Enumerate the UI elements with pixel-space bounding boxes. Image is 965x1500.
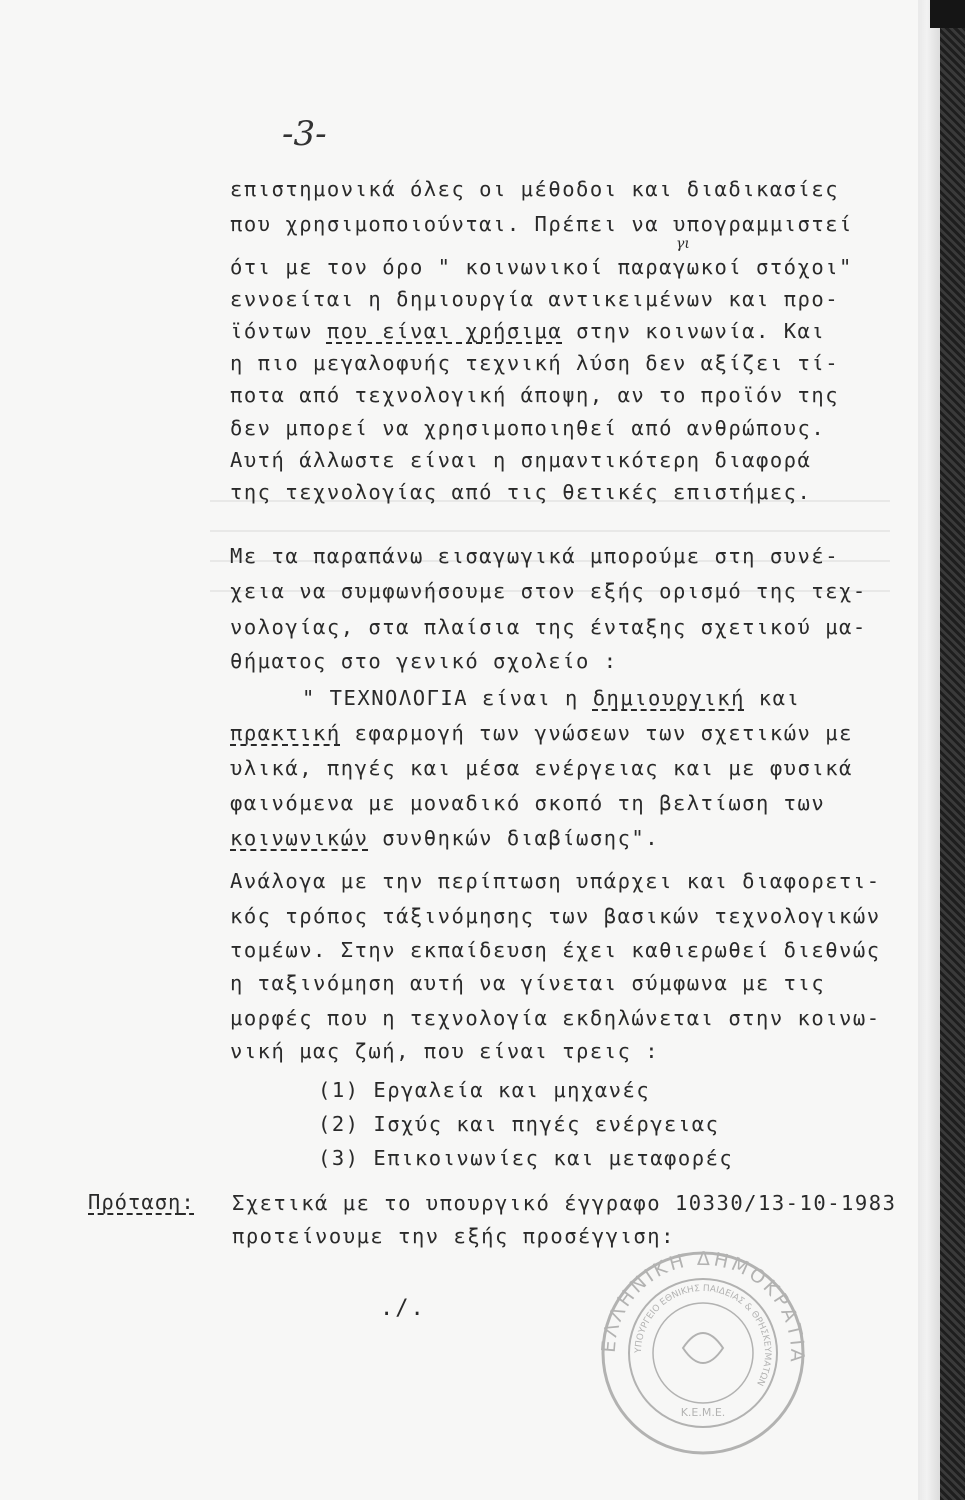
paragraph2-line: Με τα παραπάνω εισαγωγικά μπορούμε στη συνέ- [230,544,840,568]
underlined-phrase: που είναι χρήσιμα [326,319,563,343]
paragraph3-line: τομέων. Στην εκπαίδευση έχει καθιερωθεί διεθνώς [230,938,881,962]
paragraph1-line: που χρησιμοποιούνται. Πρέπει να υπογραμμιστεί [230,212,853,236]
paragraph3-line: κός τρόπος τάξινόμησης των βασικών τεχνολογικών [230,904,881,928]
paragraph3-line: νική μας ζωή, που είναι τρεις : [230,1039,660,1063]
stamp-inner-ring [629,1279,777,1427]
underlined-word: δημιουργική [592,686,745,710]
paragraph1-line: επιστημονικά όλες οι μέθοδοι και διαδικασίες [230,177,840,201]
paragraph1-line: Αυτή άλλωστε είναι η σημαντικότερη διαφορά [230,448,812,472]
definition-line: υλικά, πηγές και μέσα ενέργειας και με φυσικά [230,756,853,780]
paragraph3-line: μορφές που η τεχνολογία εκδηλώνεται στην κοινω- [230,1006,881,1030]
proposal-line: Σχετικά με το υπουργικό έγγραφο 10330/13-10-1983 [232,1191,897,1215]
proposal-label-text: Πρόταση [88,1190,182,1214]
list-item: (2) Ισχύς και πηγές ενέργειας [318,1112,720,1136]
continuation-mark: ./. [380,1296,426,1321]
stamp-center-ring [653,1303,753,1403]
paragraph1-line: εννοείται η δημιουργία αντικειμένων και προ- [230,287,840,311]
book-binding [940,0,965,1500]
text-segment: και [744,686,801,710]
paragraph1-line [230,318,825,344]
definition-line [230,825,659,851]
underlined-word: πρακτική [230,721,341,745]
stamp-bottom-text: Κ.Ε.Μ.Ε. [680,1406,726,1419]
handwritten-insertion: γι [676,236,690,252]
text-segment: " ΤΕΧΝΟΛΟΓΙΑ είναι η [302,686,593,710]
paragraph2-line: χεια να συμφωνήσουμε στον εξής ορισμό της τεχ- [230,579,867,603]
definition-line [230,720,853,746]
binding-corner [930,0,965,28]
paragraph2-line: θήματος στο γενικό σχολείο : [230,649,618,673]
paragraph1-line: δεν μπορεί να χρησιμοποιηθεί από ανθρώπους. [230,416,826,440]
list-item: (1) Εργαλεία και μηχανές [318,1078,651,1102]
proposal-label-colon: : [181,1190,195,1214]
paragraph3-line: η ταξινόμηση αυτή να γίνεται σύμφωνα με τις [230,971,826,995]
proposal-line: προτείνουμε την εξής προσέγγιση: [232,1224,675,1248]
official-stamp [598,1248,808,1458]
definition-line: φαινόμενα με μοναδικό σκοπό τη βελτίωση των [230,791,826,815]
paragraph1-line: η πιο μεγαλοφυής τεχνική λύση δεν αξίζει τί- [230,351,840,375]
paragraph1-line: ποτα από τεχνολογική άποψη, αν το προϊόν της [230,383,840,407]
paragraph3-line: Ανάλογα με την περίπτωση υπάρχει και διαφορετι- [230,869,881,893]
underlined-word: κοινωνικών [230,826,369,850]
text-segment: στην κοινωνία. Και [562,319,826,343]
text-segment: εφαρμογή των γνώσεων των σχετικών με [340,721,853,745]
page-edge [918,0,940,1500]
paragraph1-line: της τεχνολογίας από τις θετικές επιστήμες. [230,480,812,504]
page-number: -3- [282,114,327,154]
paragraph1-line: ότι με τον όρο " κοινωνικοί παραγωκοί στόχοι" [230,255,853,279]
text-segment: συνθηκών διαβίωσης". [368,826,660,850]
paragraph2-line: νολογίας, στα πλαίσια της ένταξης σχετικού μα- [230,615,867,639]
definition-line [302,685,800,711]
list-item: (3) Επικοινωνίες και μεταφορές [318,1146,734,1170]
stamp-inner-text: ΥΠΟΥΡΓΕΙΟ ΕΘΝΙΚΗΣ ΠΑΙΔΕΙΑΣ & ΘΡΗΣΚΕΥΜΑΤΩΝ [633,1283,773,1388]
text-segment: ϊόντων [230,319,327,343]
stamp-outer-text: ΕΛΛΗΝΙΚΗ ΔΗΜΟΚΡΑΤΙΑ [598,1248,808,1366]
stamp-emblem-icon [683,1333,723,1363]
proposal-label [88,1190,195,1214]
